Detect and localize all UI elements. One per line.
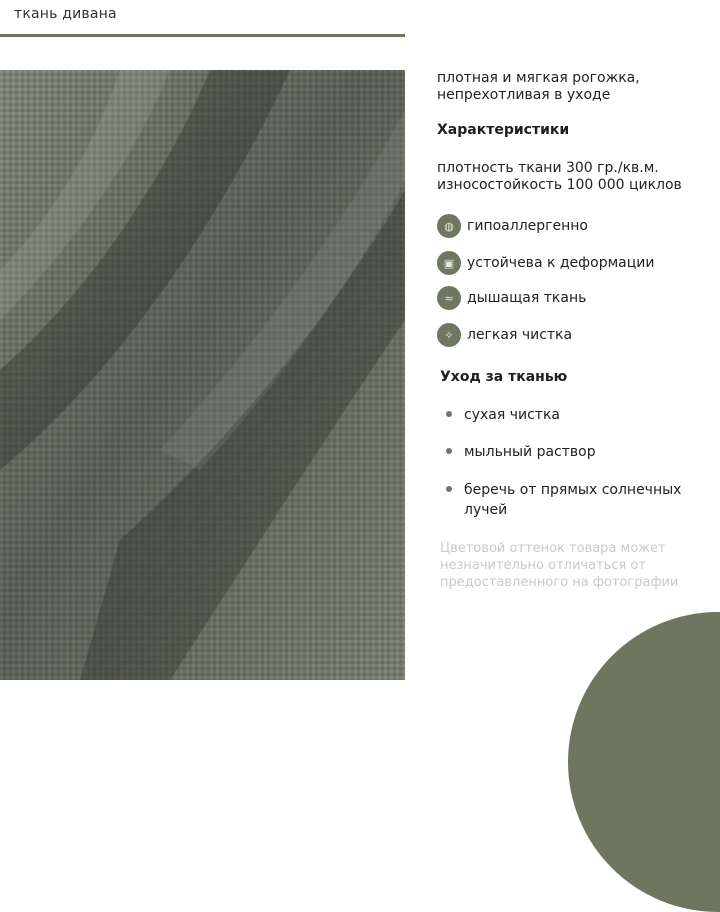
care-item-sunlight [446, 480, 712, 520]
feature-label: гипоаллергенно [467, 217, 588, 234]
care-item-dry-clean [446, 405, 712, 425]
care-item-soap [446, 442, 712, 462]
drop-icon: ◍ [437, 214, 461, 238]
characteristics-heading: Характеристики [437, 122, 570, 138]
care-item-text: сухая чистка [464, 407, 560, 423]
spec-durability: износостойкость 100 000 циклов [437, 177, 682, 193]
feature-breathable [437, 285, 586, 311]
bullet-dot [446, 486, 452, 492]
intro-line-1: плотная и мягкая рогожка, [437, 70, 640, 86]
intro-line-2: непрехотливая в уходе [437, 87, 611, 103]
fabric-photo [0, 70, 405, 680]
feature-label: дышащая ткань [467, 289, 587, 306]
header-title: ткань дивана [14, 6, 117, 22]
feature-hypoallergenic [437, 213, 588, 239]
feature-deformation-resistant [437, 250, 654, 276]
feature-label: легкая чистка [467, 326, 573, 343]
sparkle-icon: ✧ [437, 323, 461, 347]
spec-list [437, 160, 719, 194]
bullet-dot [446, 448, 452, 454]
wave-icon: ≈ [437, 286, 461, 310]
care-item-text: беречь от прямых солнечных лучей [464, 482, 682, 518]
care-item-text: мыльный раствор [464, 444, 596, 460]
header-divider [0, 34, 405, 37]
feature-label: устойчева к деформации [467, 254, 655, 271]
intro-text [437, 70, 717, 104]
care-heading: Уход за тканью [440, 369, 568, 385]
bullet-dot [446, 411, 452, 417]
color-disclaimer: Цветовой оттенок товара может незначительно отличаться от предоставленного на фотографии [440, 541, 679, 590]
shirt-icon: ▣ [437, 251, 461, 275]
spec-density: плотность ткани 300 гр./кв.м. [437, 160, 659, 176]
feature-easy-cleaning [437, 322, 572, 348]
corner-decoration [568, 612, 720, 912]
